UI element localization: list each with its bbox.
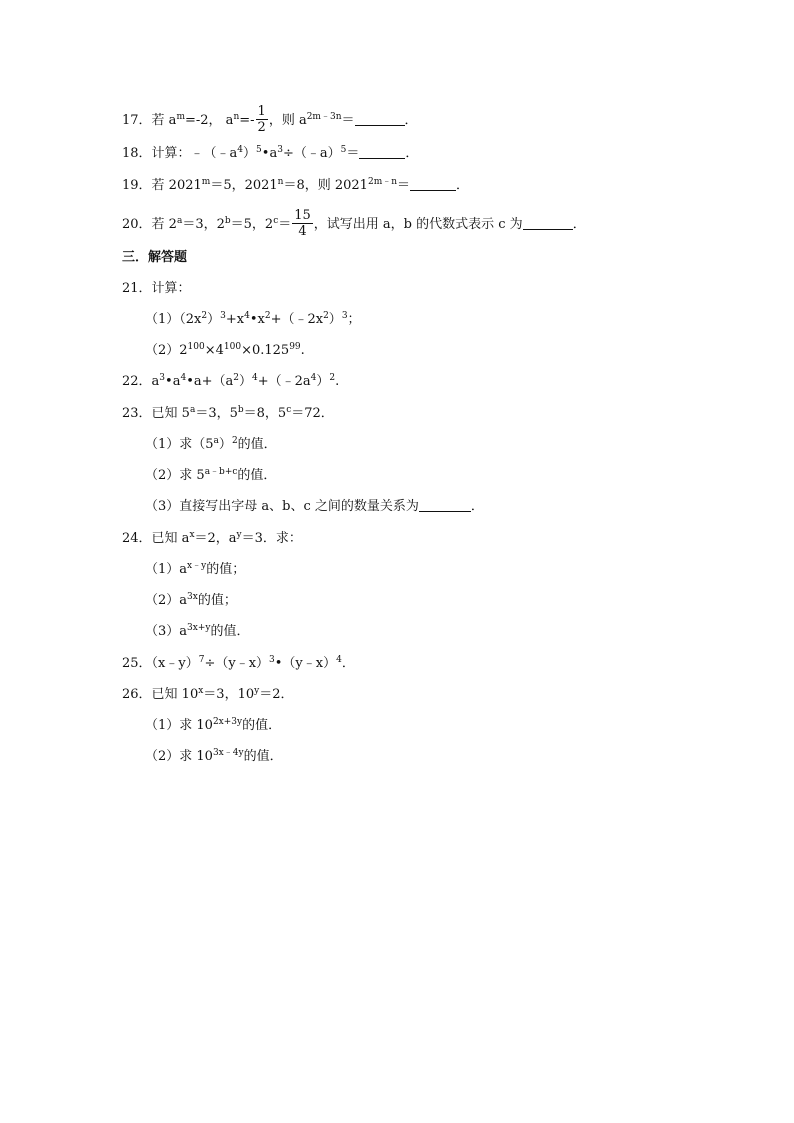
question-26-part-2	[145, 748, 283, 766]
q23p3-text: ．	[470, 499, 484, 514]
q21p1-text: •x	[249, 312, 265, 327]
q24p3-text: 的值．	[210, 624, 250, 639]
q23-answer-blank[interactable]	[419, 499, 471, 512]
q23-sup: c	[286, 405, 292, 416]
q21p2-text: ×4	[204, 343, 224, 358]
q22-sup: 3	[159, 373, 166, 384]
q23p1-text: 的值．	[237, 437, 277, 452]
q26p1-text: （1）求 10	[145, 718, 213, 733]
q24p2-text: 的值；	[197, 593, 237, 608]
q18-text: ＝	[346, 146, 360, 161]
q21p1-sup: 3	[220, 311, 226, 322]
q21p2-sup: 100	[223, 342, 242, 353]
q23p1-sup: a	[213, 436, 219, 447]
section-heading: 三．解答题	[122, 250, 188, 265]
q26-text: ＝3，10	[203, 687, 255, 702]
q22-text: +（﹣2a	[257, 374, 311, 389]
q26-sup: x	[198, 686, 204, 697]
q22-text: •a	[165, 374, 181, 389]
q20-text: ＝3，2	[182, 217, 225, 232]
q24p1-text: （1）a	[145, 562, 188, 577]
question-24-part-1	[145, 561, 245, 579]
q19-sup: 2m﹣n	[367, 177, 398, 188]
q25-text: ÷（y﹣x）	[204, 656, 270, 671]
q24-text: ＝3．求：	[241, 531, 302, 546]
question-17	[122, 106, 418, 135]
q24p1-text: 的值；	[206, 562, 246, 577]
q18-text: 18．计算：﹣（﹣a	[122, 146, 238, 161]
q24-text: 24．已知 a	[122, 531, 190, 546]
q25-sup: 3	[269, 655, 275, 666]
q25-sup: 4	[336, 655, 342, 666]
q23p1-text: （1）求（5	[145, 437, 214, 452]
q25-text: ．	[341, 656, 355, 671]
q18-text: ÷（﹣a）	[282, 146, 341, 161]
q22-text: •a+（a	[186, 374, 234, 389]
q21p2-text: （2）2	[145, 343, 188, 358]
q17-text: =-	[239, 113, 255, 128]
q22-sup: 4	[310, 373, 317, 384]
q18-sup: 4	[237, 145, 244, 156]
q21p1-sup: 4	[244, 311, 250, 322]
q23p1-sup: 2	[231, 436, 238, 447]
q20-sup: b	[224, 216, 231, 227]
q17-sup: 2m﹣3n	[306, 112, 342, 123]
q18-sup: 5	[340, 145, 347, 156]
q17-text: ，则 a	[268, 113, 307, 128]
q22-text: .	[335, 374, 340, 389]
q23-sup: b	[237, 405, 244, 416]
question-21-part-1	[145, 311, 361, 329]
question-24-part-3	[145, 623, 249, 641]
q17-sup: n	[233, 112, 240, 123]
q26-sup: y	[254, 686, 260, 697]
q23-text: 23．已知 5	[122, 406, 190, 421]
q24-sup: x	[189, 530, 195, 541]
question-20	[122, 210, 586, 239]
q20-text: ，试写出用 a，b 的代数式表示 c 为	[313, 217, 523, 232]
q21p1-sup: 2	[264, 311, 271, 322]
q26p2-text: 的值．	[243, 749, 283, 764]
q24p2-text: （2）a	[145, 593, 188, 608]
q21p1-sup: 3	[341, 311, 348, 322]
question-23	[122, 405, 334, 423]
q19-text: ＝5，2021	[210, 178, 278, 193]
q17-fraction	[256, 105, 268, 134]
q24-text: ＝2，a	[194, 531, 237, 546]
q19-sup: n	[277, 177, 284, 188]
q20-denominator: 4	[298, 224, 307, 239]
q24-sup: y	[236, 530, 242, 541]
q22-text: ）	[238, 374, 252, 389]
question-26	[122, 686, 294, 704]
question-18	[122, 145, 418, 163]
q21p1-text: （1）（2x	[145, 312, 202, 327]
q17-text: 17．若 a	[122, 113, 177, 128]
q24p2-sup: 3x	[187, 592, 198, 603]
q26p2-text: （2）求 10	[145, 749, 213, 764]
q26p2-sup: 3x﹣4y	[212, 748, 244, 759]
q26-text: 26．已知 10	[122, 687, 199, 702]
q22-sup: 4	[180, 373, 187, 384]
question-24	[122, 530, 302, 548]
q21p2-sup: 99	[289, 342, 301, 353]
q24p1-sup: x﹣y	[187, 561, 207, 572]
q19-text: ＝8，则 2021	[283, 178, 368, 193]
q22-sup: 2	[329, 373, 336, 384]
q20-text: 20．若 2	[122, 217, 177, 232]
q17-text: ．	[404, 113, 418, 128]
q19-text: ＝	[397, 178, 411, 193]
q17-numerator: 1	[257, 104, 266, 119]
q18-text: •a	[261, 146, 278, 161]
question-19	[122, 177, 469, 195]
q17-answer-blank[interactable]	[355, 113, 405, 126]
question-21-part-2	[145, 342, 305, 360]
q23p2-text: 的值．	[237, 468, 277, 483]
q19-text: 19．若 2021	[122, 178, 202, 193]
q21p2-sup: 100	[187, 342, 205, 353]
q20-numerator: 15	[294, 208, 311, 223]
q20-answer-blank[interactable]	[523, 217, 573, 230]
q24p3-text: （3）a	[145, 624, 188, 639]
q18-answer-blank[interactable]	[359, 146, 405, 159]
q25-text: •（y﹣x）	[274, 656, 337, 671]
q21p2-text: ×0.125	[241, 343, 290, 358]
q20-fraction	[292, 209, 313, 238]
q21p1-sup: 2	[323, 311, 329, 322]
question-26-part-1	[145, 717, 281, 735]
q23-sup: a	[189, 405, 196, 416]
q25-sup: 7	[198, 655, 205, 666]
q18-text: ．	[405, 146, 419, 161]
q23-text: ＝3，5	[195, 406, 238, 421]
q23-text: ＝8，5	[243, 406, 287, 421]
q19-answer-blank[interactable]	[410, 178, 456, 191]
q20-sup: c	[273, 216, 279, 227]
q26-text: ＝2．	[259, 687, 294, 702]
q21p1-text: ）	[207, 312, 221, 327]
q17-sup: m	[176, 112, 185, 123]
q22-sup: 4	[252, 373, 258, 384]
q25-text: 25．（x﹣y）	[122, 656, 199, 671]
q22-sup: 2	[233, 373, 239, 384]
question-24-part-2	[145, 592, 237, 610]
q21p1-text: ）	[328, 312, 342, 327]
q24p3-sup: 3x+y	[187, 623, 211, 634]
q20-text: ＝5，2	[230, 217, 274, 232]
q17-text: =-2， a	[184, 113, 234, 128]
q21p2-text: .	[300, 343, 305, 358]
q23p2-text: （2）求 5	[145, 468, 205, 483]
q26p1-sup: 2x+3y	[212, 717, 243, 728]
question-23-part-3	[145, 498, 484, 516]
q21p1-text: +（﹣2x	[270, 312, 324, 327]
q26p1-text: 的值．	[242, 718, 282, 733]
q23p3-text: （3）直接写出字母 a、b、c 之间的数量关系为	[145, 499, 419, 514]
q19-text: ．	[456, 178, 470, 193]
q18-sup: 5	[256, 145, 262, 156]
q23p1-text: ）	[218, 437, 232, 452]
q17-text: ＝	[341, 113, 355, 128]
q19-sup: m	[201, 177, 211, 188]
q20-text: ＝	[278, 217, 292, 232]
q22-text: ）	[316, 374, 330, 389]
q22-text: 22．a	[122, 374, 160, 389]
q21p1-sup: 2	[201, 311, 208, 322]
q17-denominator: 2	[257, 120, 266, 135]
question-22	[122, 373, 339, 391]
question-23-part-1	[145, 436, 277, 454]
q23p2-sup: a﹣b+c	[204, 467, 238, 478]
question-25	[122, 655, 355, 673]
question-21: 21．计算：	[122, 281, 191, 296]
q21p1-text: ；	[347, 312, 361, 327]
q20-text: ．	[572, 217, 586, 232]
q20-sup: a	[176, 216, 183, 227]
q18-text: ）	[243, 146, 257, 161]
q21p1-text: +x	[225, 312, 245, 327]
question-23-part-2	[145, 467, 276, 485]
q18-sup: 3	[277, 145, 283, 156]
q23-text: ＝72．	[291, 406, 334, 421]
